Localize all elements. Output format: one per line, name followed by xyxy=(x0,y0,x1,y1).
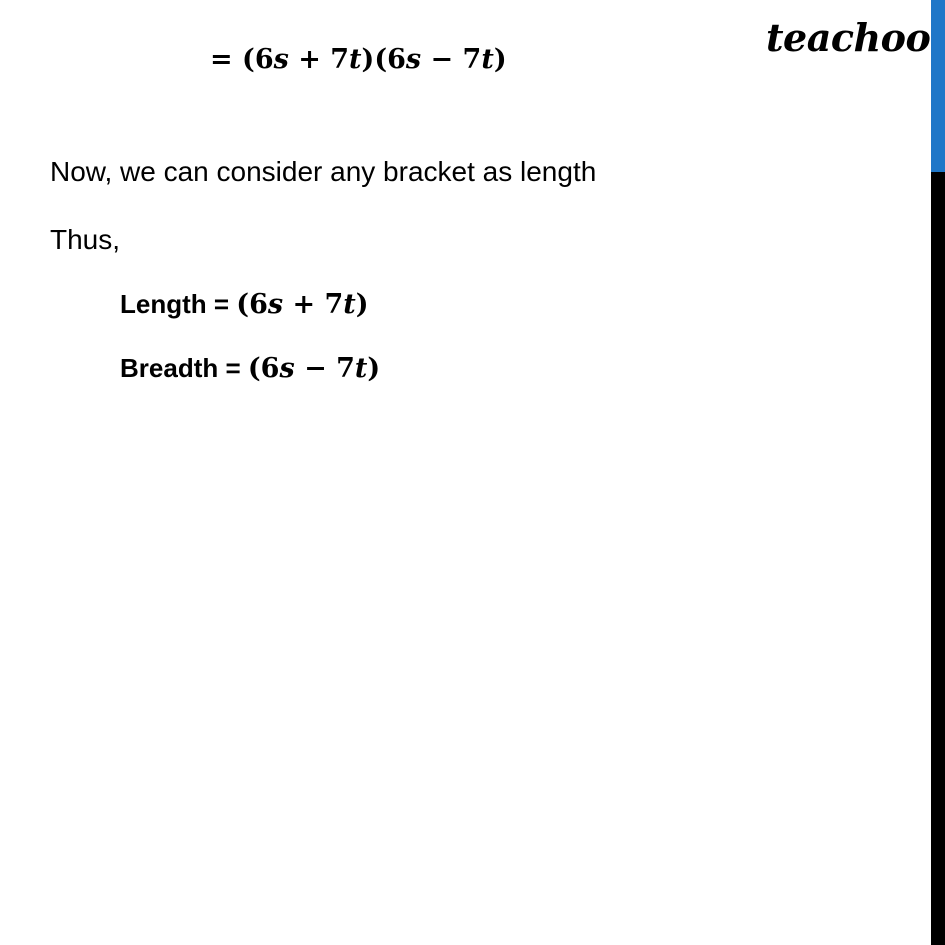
breadth-expression: (6s − 7t) xyxy=(247,353,381,384)
length-label: Length = xyxy=(120,289,237,319)
equation-factored: = (6s + 7t)(6s − 7t) xyxy=(210,44,507,75)
text-thus: Thus, xyxy=(50,224,121,255)
text-consider: Now, we can consider any bracket as length xyxy=(50,156,597,187)
length-expression: (6s + 7t) xyxy=(236,289,369,320)
sidebar-accent-bar xyxy=(931,0,945,172)
length-line xyxy=(120,282,369,327)
breadth-label: Breadth = xyxy=(120,353,248,383)
teachoo-logo: teachoo xyxy=(766,15,931,60)
breadth-line xyxy=(120,346,380,391)
